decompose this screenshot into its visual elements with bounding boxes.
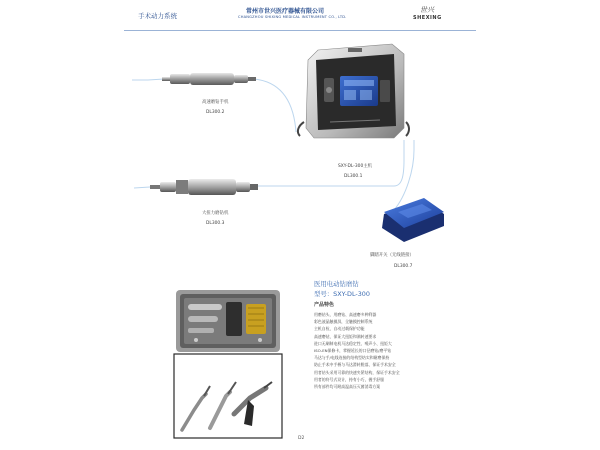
main-unit-code: DL300.1 [344, 174, 363, 179]
feature-item: 用磨钻头、用磨钻、高速磨多种利器 [314, 312, 377, 317]
main-unit-name: SXY-DL-300主机 [338, 164, 373, 169]
high-torque-handpiece-image [150, 176, 260, 198]
feature-item: 防止手术中手柄与马达滑转脱落，保证手术安全 [314, 362, 396, 368]
product-model: 型号：SXY-DL-300 [314, 290, 370, 298]
foot-switch-image [378, 196, 448, 244]
features-heading: 产品特色 [314, 302, 335, 308]
handpieces-set-image [174, 354, 282, 438]
feature-item: ISO-EN保修卡，掌握延长的口径磨钻/磨平钻 [314, 348, 392, 354]
catalog-page [124, 0, 476, 450]
feature-item: 进口无刷制电机马达稳定性、噪声小、扭矩大 [314, 340, 392, 346]
feature-item: 高速磨钻，保证大扭矩和满转速要求 [314, 333, 377, 339]
high-speed-handpiece-code: DL300.2 [206, 110, 225, 115]
feature-item: 用者钻头采用可靠的快速夹紧结构，保证手术安全 [314, 369, 400, 375]
high-torque-handpiece-code: DL300.3 [206, 221, 225, 226]
logo-en: SHEXING [413, 15, 442, 21]
feature-list [314, 311, 474, 390]
section-title: 手术动力系统 [138, 12, 177, 20]
feature-item: 马达与手/电线连接的结构型结实和耐磨保持 [314, 355, 390, 361]
company-name-cn: 常州市世兴医疗器械有限公司 [246, 8, 325, 15]
high-speed-handpiece-name: 高速磨钻手机 [202, 100, 229, 105]
foot-switch-name: 脚踏开关（无线链接） [370, 253, 414, 258]
company-name-en: CHANGZHOU SHIXING MEDICAL INSTRUMENT CO., LTD. [238, 15, 347, 19]
logo-cn: 世兴 [420, 6, 434, 14]
foot-switch-code: DL300.7 [394, 264, 413, 269]
feature-item: 主机自检，自动过载保护功能 [314, 326, 365, 332]
feature-item: 用者的符号式设计，持有小巧，握手舒服 [314, 376, 385, 382]
high-speed-handpiece-image [162, 70, 262, 90]
product-title: 医用电动钻磨钻 [314, 280, 359, 288]
main-unit-image [300, 42, 410, 142]
high-torque-handpiece-name: 大扭力磨钻机 [202, 211, 229, 216]
feature-item: 彩色液晶触摸屏，全触摸控制系统 [314, 319, 373, 325]
instrument-case-image [176, 290, 280, 352]
feature-item: 所有部件均可耐高温高压灭菌消毒方案 [314, 384, 381, 390]
page-number: D2 [298, 436, 305, 441]
